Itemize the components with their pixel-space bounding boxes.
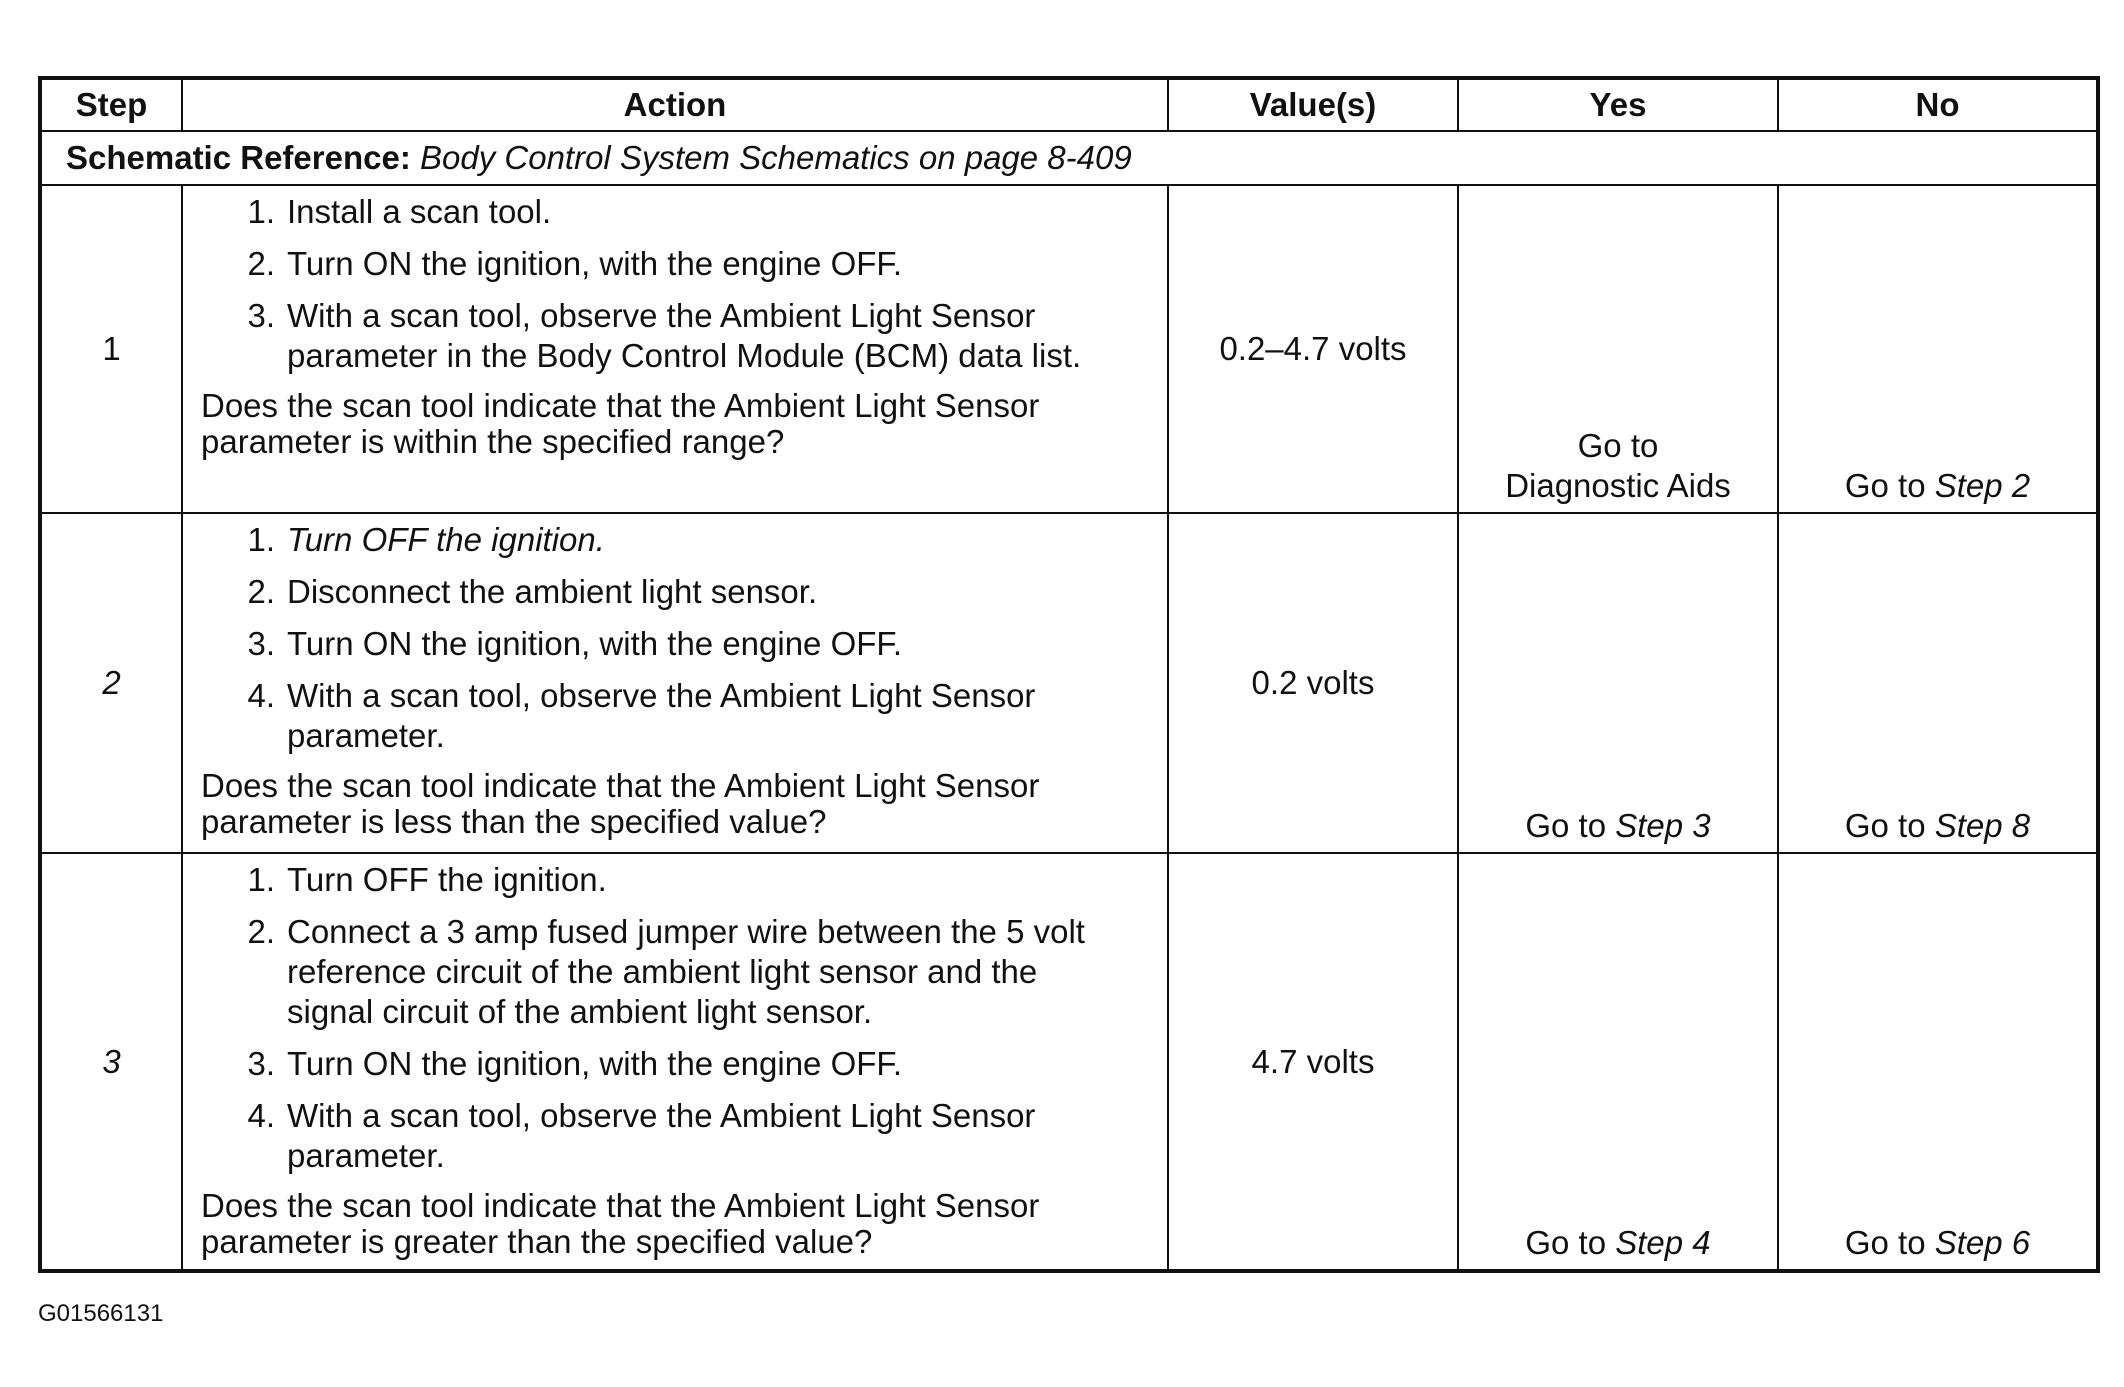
action-item	[201, 1044, 1157, 1084]
action-list	[201, 860, 1157, 1176]
question-text: Does the scan tool indicate that the Ambient Light Sensor parameter is greater than the specified value?	[201, 1187, 1040, 1260]
no-cell	[1778, 513, 2098, 853]
action-cell	[182, 185, 1168, 513]
schematic-reference-row	[40, 131, 2098, 185]
action-cell	[182, 853, 1168, 1271]
header-action: Action	[182, 78, 1168, 131]
yes-prefix: Go to	[1525, 807, 1607, 844]
no-cell	[1778, 853, 2098, 1271]
action-text: With a scan tool, observe the Ambient Light Sensor parameter in the Body Control Module (BCM) data list.	[287, 297, 1082, 374]
step-number: 3	[40, 853, 182, 1271]
header-row	[40, 78, 2098, 131]
no-target: Step 8	[1934, 807, 2031, 844]
action-num: 4.	[247, 677, 275, 714]
no-target: Step 2	[1934, 467, 2031, 504]
header-no: No	[1778, 78, 2098, 131]
header-yes: Yes	[1458, 78, 1778, 131]
no-prefix: Go to	[1844, 1224, 1926, 1261]
schematic-label: Schematic Reference:	[66, 139, 411, 176]
header-step: Step	[40, 78, 182, 131]
action-num: 3.	[247, 297, 275, 334]
action-num: 3.	[247, 1045, 275, 1082]
yes-cell	[1458, 185, 1778, 513]
action-item	[201, 912, 1157, 1032]
action-text: Turn ON the ignition, with the engine OFF.	[287, 625, 903, 662]
action-item	[201, 192, 1157, 232]
no-prefix: Go to	[1844, 467, 1926, 504]
action-text: With a scan tool, observe the Ambient Light Sensor parameter.	[287, 1097, 1036, 1174]
action-text: Turn ON the ignition, with the engine OFF.	[287, 245, 903, 282]
no-target: Step 6	[1934, 1224, 2031, 1261]
diagnostic-table	[38, 76, 2100, 1273]
action-text: Turn OFF the ignition.	[287, 521, 605, 558]
action-item	[201, 676, 1157, 756]
action-num: 3.	[247, 625, 275, 662]
header-values: Value(s)	[1168, 78, 1458, 131]
action-text: Install a scan tool.	[287, 193, 552, 230]
step-number: 1	[40, 185, 182, 513]
action-num: 2.	[247, 573, 275, 610]
yes-target: Step 4	[1615, 1224, 1711, 1261]
action-item	[201, 296, 1157, 376]
action-num: 2.	[247, 245, 275, 282]
figure-id: G01566131	[38, 1300, 164, 1327]
question-text: Does the scan tool indicate that the Ambient Light Sensor parameter is less than the specified value?	[201, 767, 1040, 840]
yes-cell	[1458, 853, 1778, 1271]
action-num: 1.	[247, 193, 275, 230]
action-list	[201, 192, 1157, 376]
action-text: Turn OFF the ignition.	[287, 861, 607, 898]
table-row	[40, 185, 2098, 513]
action-item	[201, 244, 1157, 284]
yes-target: Diagnostic Aids	[1505, 467, 1731, 504]
action-item	[201, 860, 1157, 900]
action-cell	[182, 513, 1168, 853]
action-item	[201, 624, 1157, 664]
table-row	[40, 513, 2098, 853]
yes-prefix: Go to	[1577, 427, 1659, 464]
table-row	[40, 853, 2098, 1271]
schematic-reference	[40, 131, 2098, 185]
action-item	[201, 1096, 1157, 1176]
action-list	[201, 520, 1157, 756]
action-num: 4.	[247, 1097, 275, 1134]
no-cell	[1778, 185, 2098, 513]
value-cell: 0.2 volts	[1168, 513, 1458, 853]
step-number: 2	[40, 513, 182, 853]
no-prefix: Go to	[1844, 807, 1926, 844]
action-text: Connect a 3 amp fused jumper wire between the 5 volt reference circuit of the ambient light sensor and the signal circuit of the ambient light sensor.	[287, 913, 1085, 1030]
action-text: Disconnect the ambient light sensor.	[287, 573, 818, 610]
yes-cell	[1458, 513, 1778, 853]
value-cell: 4.7 volts	[1168, 853, 1458, 1271]
action-item	[201, 572, 1157, 612]
yes-prefix: Go to	[1525, 1224, 1607, 1261]
action-item	[201, 520, 1157, 560]
action-text: Turn ON the ignition, with the engine OFF.	[287, 1045, 903, 1082]
schematic-ref: Body Control System Schematics on page 8-409	[420, 139, 1132, 176]
action-num: 1.	[247, 861, 275, 898]
action-num: 2.	[247, 913, 275, 950]
action-num: 1.	[247, 521, 275, 558]
action-text: With a scan tool, observe the Ambient Light Sensor parameter.	[287, 677, 1036, 754]
question-text: Does the scan tool indicate that the Ambient Light Sensor parameter is within the specified range?	[201, 387, 1040, 460]
value-cell: 0.2–4.7 volts	[1168, 185, 1458, 513]
yes-target: Step 3	[1615, 807, 1711, 844]
